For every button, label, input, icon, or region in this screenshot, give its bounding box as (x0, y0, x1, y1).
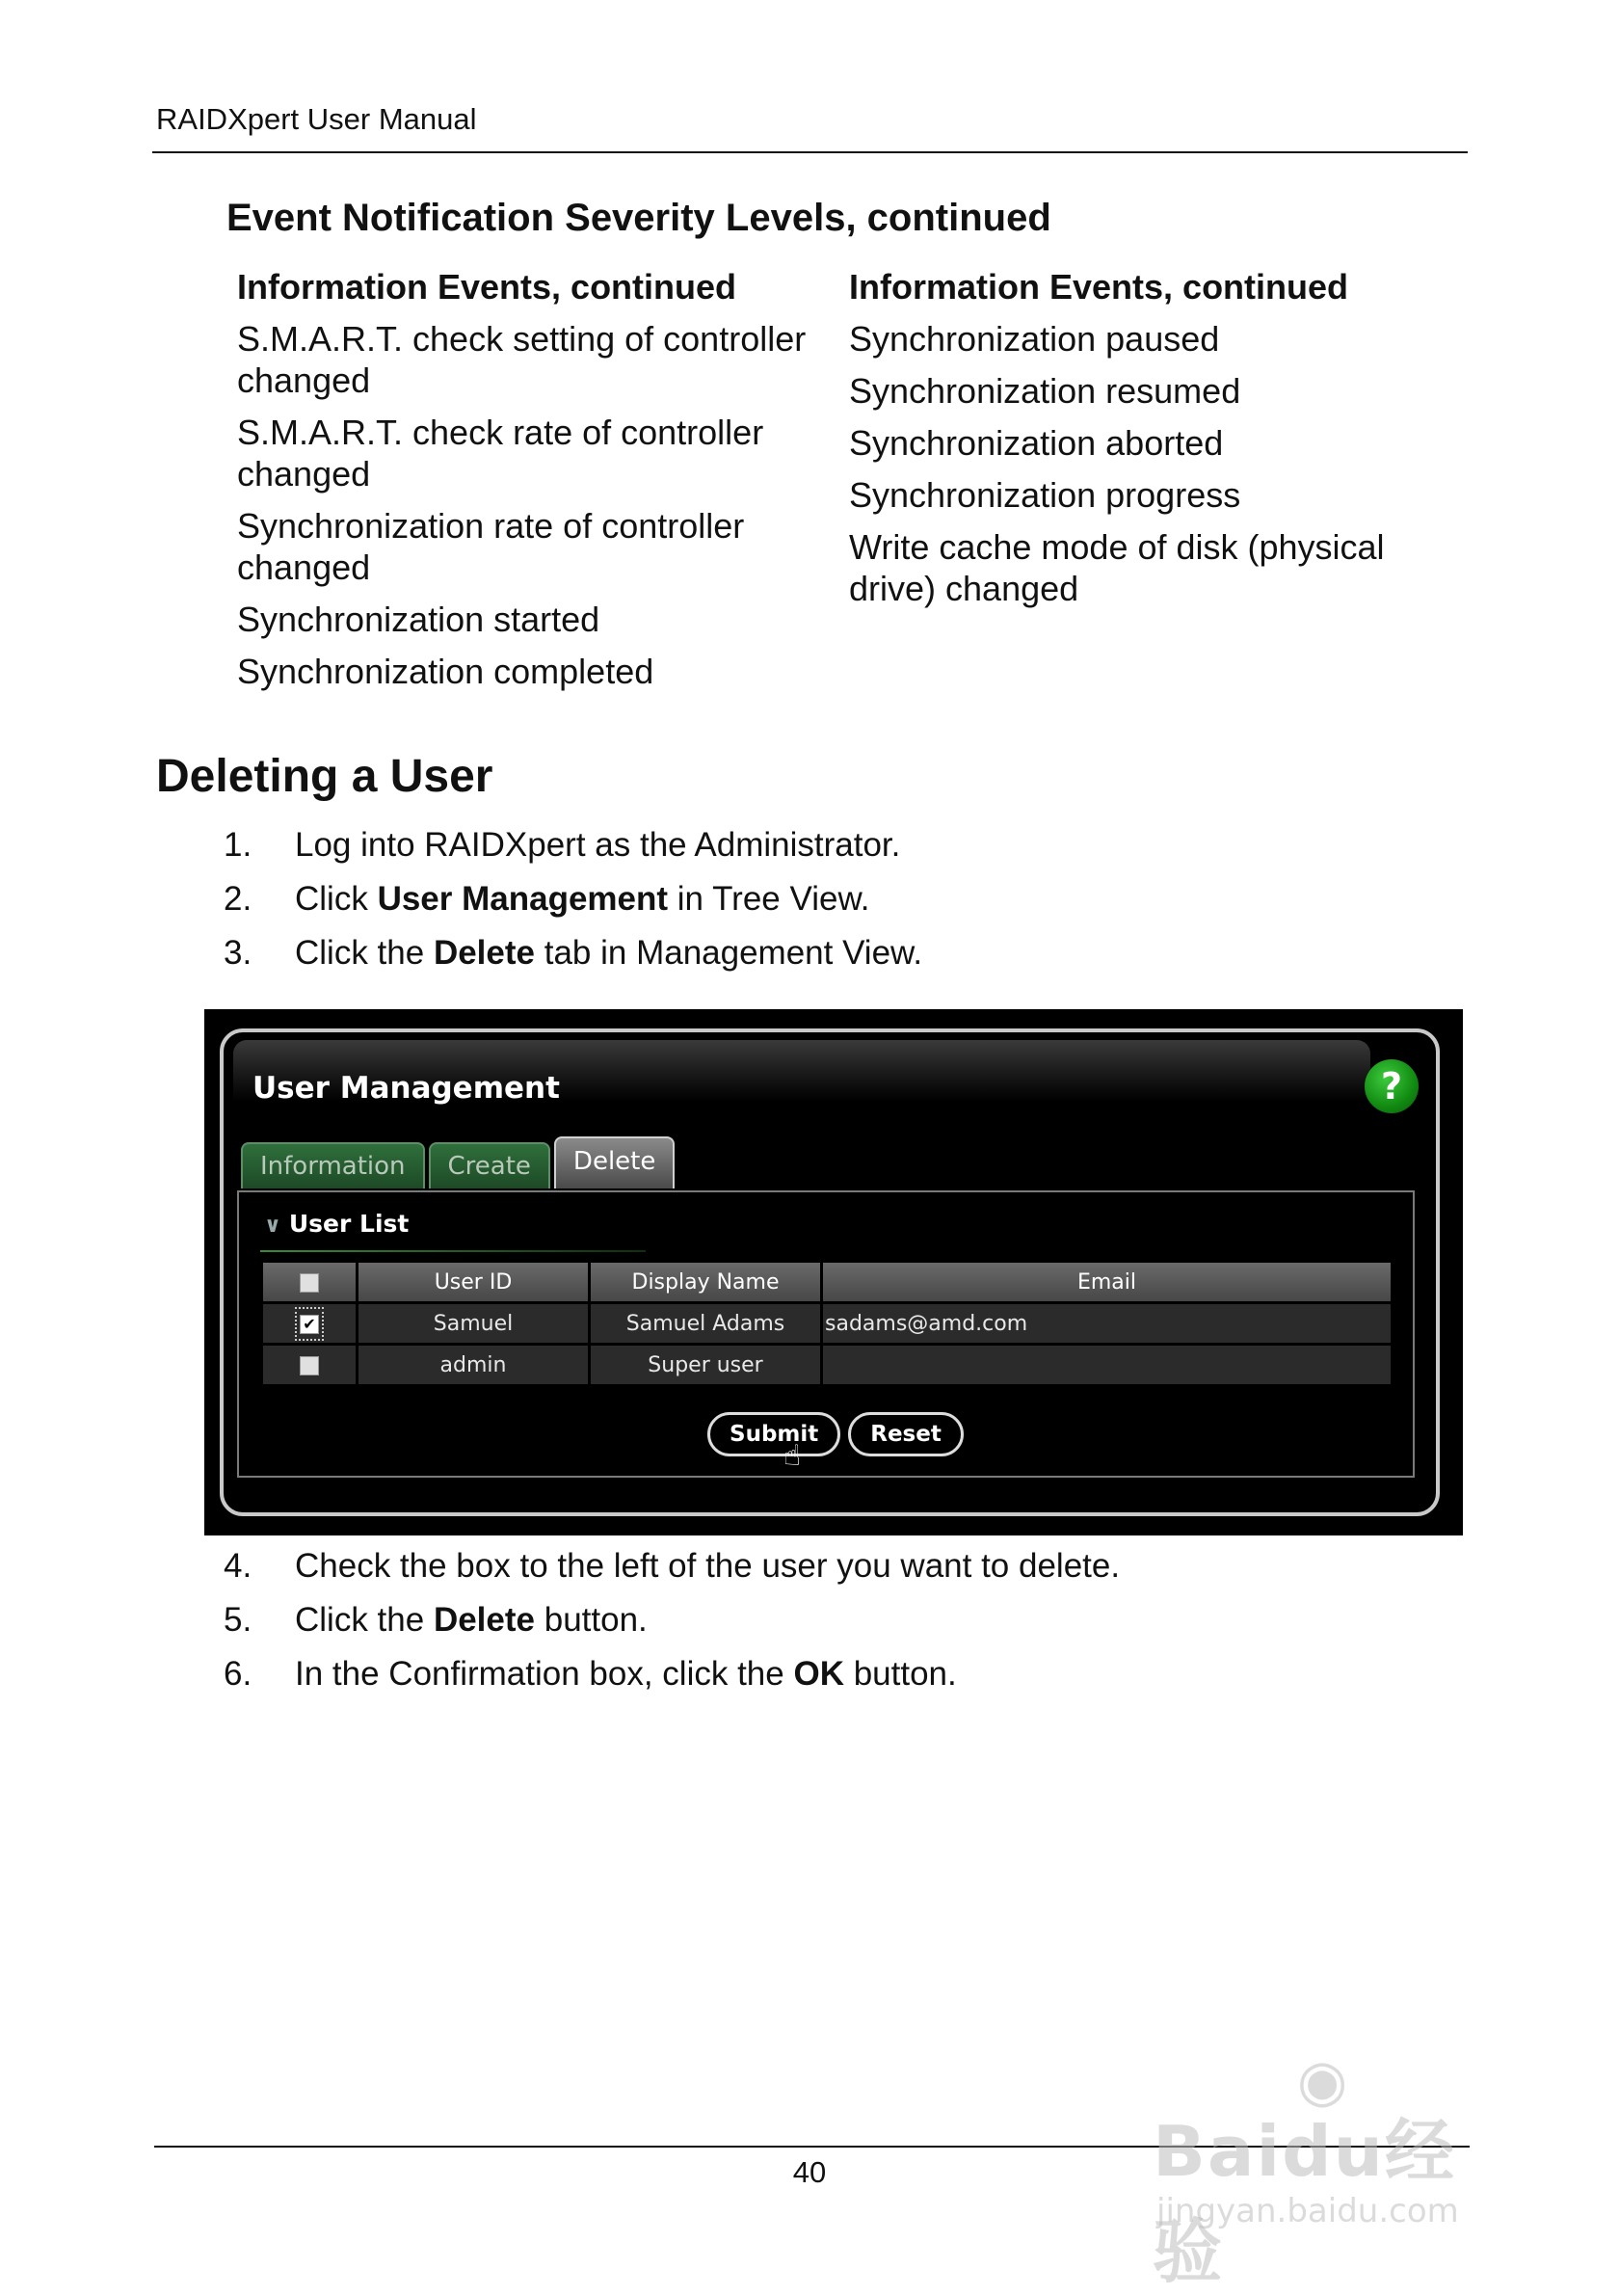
panel-title: User Management (252, 1071, 560, 1106)
step-text: In the Confirmation box, click the OK button. (295, 1655, 957, 1693)
step-text: Click the Delete button. (295, 1601, 648, 1639)
right-column-heading: Information Events, continued (849, 267, 1349, 307)
submit-button[interactable]: Submit (707, 1412, 840, 1456)
steps-list-top (224, 818, 922, 980)
left-column-heading: Information Events, continued (237, 267, 737, 307)
help-icon[interactable]: ? (1365, 1059, 1419, 1113)
display-name-cell: Samuel Adams (591, 1304, 820, 1343)
step-number: 6. (224, 1655, 252, 1693)
select-all-checkbox[interactable] (300, 1273, 319, 1293)
step-item (224, 926, 922, 980)
step-number: 1. (224, 826, 252, 864)
event-item: Synchronization resumed (849, 371, 1241, 411)
user-list-title: User List (288, 1210, 410, 1238)
user-list-header[interactable] (264, 1210, 409, 1238)
user-id-cell: admin (358, 1346, 588, 1384)
column-header-email[interactable]: Email (823, 1263, 1391, 1301)
step-text: Click the Delete tab in Management View. (295, 934, 923, 972)
steps-list-bottom (224, 1539, 1120, 1701)
tab-delete[interactable]: Delete (554, 1136, 675, 1188)
baidu-watermark (1153, 2047, 1519, 2292)
event-item: Synchronization started (237, 600, 600, 639)
step-text: Click User Management in Tree View. (295, 880, 870, 918)
tab-bar (241, 1142, 675, 1188)
row-select-cell (263, 1346, 356, 1384)
step-item (224, 872, 922, 926)
user-table (260, 1260, 1393, 1387)
right-event-column (849, 266, 1427, 620)
table-row (263, 1346, 1391, 1384)
step-number: 3. (224, 934, 252, 972)
step-item (224, 1647, 1120, 1701)
row-checkbox[interactable] (300, 1356, 319, 1375)
event-item: Write cache mode of disk (physical drive) changed (849, 527, 1385, 608)
watermark-url: jingyan.baidu.com (1156, 2192, 1459, 2230)
step-number: 4. (224, 1547, 252, 1585)
display-name-cell: Super user (591, 1346, 820, 1384)
paw-icon: ◉ (1297, 2047, 1348, 2115)
event-item: Synchronization rate of controller changed (237, 506, 745, 587)
table-row (263, 1304, 1391, 1343)
user-management-panel (220, 1028, 1440, 1516)
header-rule (152, 151, 1468, 153)
collapse-chevron-icon[interactable]: ∨ (264, 1214, 281, 1238)
step-item (224, 1539, 1120, 1593)
column-header-user-id[interactable]: User ID (358, 1263, 588, 1301)
form-buttons (707, 1412, 964, 1456)
event-item: Synchronization paused (849, 319, 1220, 359)
user-management-screenshot (204, 1009, 1463, 1535)
table-header-row (263, 1263, 1391, 1301)
event-item: S.M.A.R.T. check rate of controller changed (237, 413, 764, 494)
tab-information[interactable]: Information (241, 1142, 425, 1188)
row-select-cell (263, 1304, 356, 1343)
step-number: 2. (224, 880, 252, 918)
row-checkbox[interactable]: ✔ (300, 1315, 319, 1334)
step-item (224, 1593, 1120, 1647)
email-cell: sadams@amd.com (823, 1304, 1391, 1343)
email-cell (823, 1346, 1391, 1384)
user-list-box (237, 1190, 1415, 1478)
left-event-column (237, 266, 825, 703)
tab-create[interactable]: Create (429, 1142, 550, 1188)
row-checkbox-focus (297, 1309, 322, 1339)
event-item: Synchronization completed (237, 652, 654, 691)
event-item: Synchronization progress (849, 475, 1241, 515)
section-title: Deleting a User (156, 751, 493, 802)
hand-cursor-icon: ☝ (783, 1440, 802, 1472)
user-id-cell: Samuel (358, 1304, 588, 1343)
step-text: Check the box to the left of the user you want to delete. (295, 1547, 1121, 1585)
running-header: RAIDXpert User Manual (156, 102, 477, 136)
step-item (224, 818, 922, 872)
reset-button[interactable]: Reset (848, 1412, 964, 1456)
step-number: 5. (224, 1601, 252, 1639)
column-header-display-name[interactable]: Display Name (591, 1263, 820, 1301)
event-item: Synchronization aborted (849, 423, 1224, 463)
step-text: Log into RAIDXpert as the Administrator. (295, 826, 901, 864)
list-title-underline (260, 1250, 646, 1252)
event-item: S.M.A.R.T. check setting of controller changed (237, 319, 807, 400)
select-all-header (263, 1263, 356, 1301)
sub-heading: Event Notification Severity Levels, continued (226, 197, 1051, 239)
page-number: 40 (792, 2155, 827, 2189)
watermark-brand: Baidu经验 (1153, 2111, 1456, 2292)
